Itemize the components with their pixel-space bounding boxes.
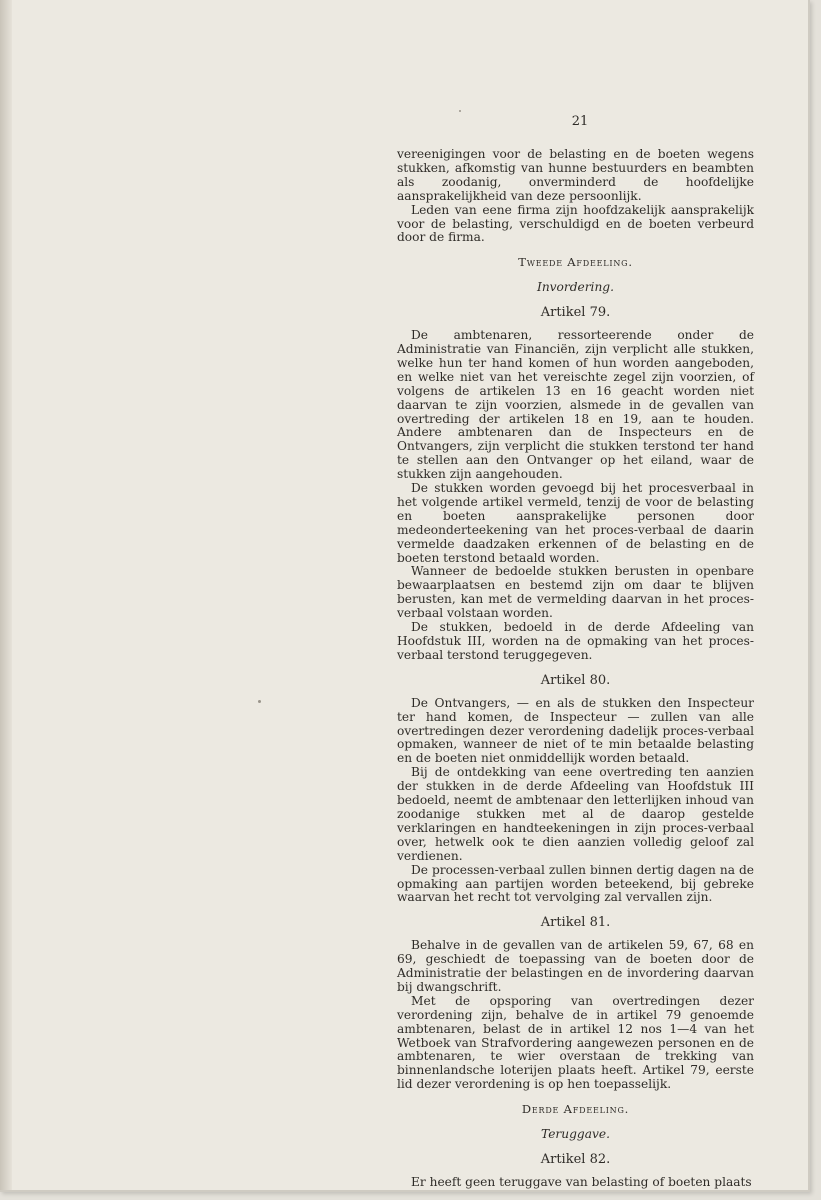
article-heading: Artikel 82. bbox=[540, 1152, 611, 1167]
paper-speck bbox=[258, 700, 261, 703]
paragraph: Behalve in de gevallen van de artikelen 59, 67, 68 en 69, geschiedt de toepassing van de boeten door de Administratie der belastingen en de invordering daarvan bij dwangschrift. bbox=[397, 938, 754, 994]
paper-speck bbox=[459, 110, 461, 112]
article-heading: Artikel 80. bbox=[540, 672, 611, 688]
paragraph: Er heeft geen teruggave van belasting of boeten plaats bbox=[411, 1174, 752, 1189]
section-subtitle: Invordering. bbox=[537, 280, 614, 295]
article-heading: Artikel 81. bbox=[540, 915, 611, 931]
section-heading: Tweede Afdeeling. bbox=[518, 255, 633, 270]
section-heading: Derde Afdeeling. bbox=[521, 1102, 630, 1117]
page-left-edge bbox=[0, 0, 12, 1190]
text-column bbox=[397, 148, 754, 1190]
section-subtitle: Teruggave. bbox=[541, 1127, 610, 1142]
page-number: 21 bbox=[571, 114, 589, 129]
paragraph: Met de opsporing van overtredingen dezer verordening zijn, behalve de in artikel 79 genoemde ambtenaren, belast de in artikel 12 nos 1—4 van het Wetboek van Strafvordering aangewezen personen en de ambtenaren, te wier overstaan de trekking van binnenlandsche loterijen plaats heeft. Artikel 79, eerste lid dezer verordening is op hen toepasselijk. bbox=[397, 993, 754, 1092]
paragraph: De ambtenaren, ressorteerende onder de Administratie van Financiën, zijn verplicht alle stukken, welke hun ter hand komen of hun worden aangeboden, en welke niet van het vereischte zegel zijn voorzien, of volgens de artikelen 13 en 16 geacht worden niet daarvan te zijn voorzien, alsmede in de gevallen van overtreding der artikelen 18 en 19, aan te houden. Andere ambtenaren dan de Inspecteurs en de Ontvangers, zijn verplicht die stukken terstond ter hand te stellen aan den Ontvanger op het eiland, waar de stukken zijn aangehouden. bbox=[397, 328, 754, 482]
paragraph: Wanneer de bedoelde stukken berusten in openbare bewaarplaatsen en bestemd zijn om daar te blijven berusten, kan met de vermelding daarvan in het proces-verbaal volstaan worden. bbox=[397, 564, 754, 621]
paragraph: De stukken worden gevoegd bij het procesverbaal in het volgende artikel vermeld, tenzij de voor de belasting en boeten aansprakelijke personen door medeonderteekening van het proces-verbaal de daarin vermelde daadzaken erkennen of de belasting en de boeten terstond betaald worden. bbox=[397, 481, 754, 565]
paragraph: De processen-verbaal zullen binnen dertig dagen na de opmaking aan partijen worden beteekend, bij gebreke waarvan het recht tot vervolging zal vervallen zijn. bbox=[397, 862, 754, 905]
paragraph: Bij de ontdekking van eene overtreding ten aanzien der stukken in de derde Afdeeling van Hoofdstuk III bedoeld, neemt de ambtenaar den letterlijken inhoud van zoodanige stukken met al de daarop gestelde verklaringen en handteekeningen in zijn proces-verbaal over, hetwelk ook te dien aanzien volledig geloof zal verdienen. bbox=[397, 765, 754, 863]
paragraph: Leden van eene firma zijn hoofdzakelijk aansprakelijk voor de belasting, verschuldigd en de boeten verbeurd door de firma. bbox=[397, 202, 754, 245]
paragraph: De stukken, bedoeld in de derde Afdeeling van Hoofdstuk III, worden na de opmaking van het proces-verbaal terstond teruggegeven. bbox=[397, 620, 754, 662]
paragraph: vereenigingen voor de belasting en de boeten wegens stukken, afkomstig van hunne bestuurders en beambten als zoodanig, onverminderd de hoofdelijke aansprakelijkheid van deze persoonlijk. bbox=[397, 147, 754, 203]
paragraph: De Ontvangers, — en als de stukken den Inspecteur ter hand komen, de Inspecteur — zullen van alle overtredingen dezer verordening dadelijk proces-verbaal opmaken, wanneer de niet of te min betaalde belasting en de boeten niet onmiddellijk worden betaald. bbox=[397, 695, 754, 766]
article-heading: Artikel 79. bbox=[540, 305, 611, 321]
